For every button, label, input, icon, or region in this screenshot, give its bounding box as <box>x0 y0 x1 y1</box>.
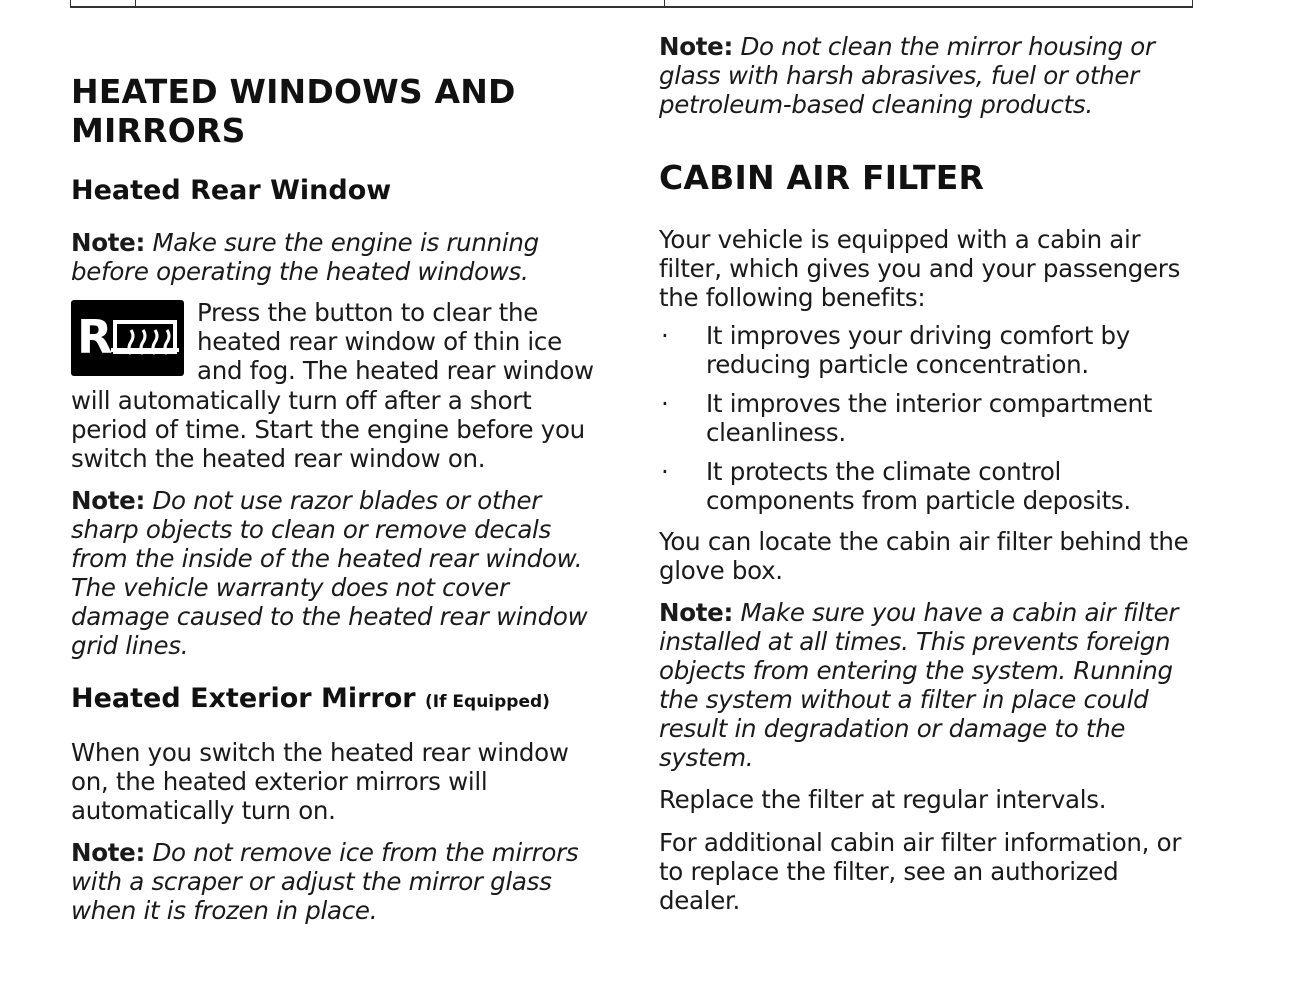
section-title-heated-windows: HEATED WINDOWS AND MIRRORS <box>71 72 516 150</box>
bullet-dot: · <box>661 389 669 418</box>
table-divider <box>664 0 665 6</box>
top-table-rule <box>70 0 1193 8</box>
icon-letter: R <box>77 310 113 364</box>
list-item <box>659 321 1199 379</box>
replace-filter-paragraph: Replace the filter at regular intervals. <box>659 785 1107 814</box>
section-title-cabin-air-filter: CABIN AIR FILTER <box>659 158 985 197</box>
note-remove-ice <box>71 838 611 925</box>
locate-filter-paragraph: You can locate the cabin air filter behind the glove box. <box>659 527 1189 585</box>
note-text: Do not use razor blades or other sharp objects to clean or remove decals from the inside of the heated rear window. The vehicle warranty does not cover damage caused to the heated rear window grid lines. <box>71 486 588 660</box>
note-text: Do not clean the mirror housing or glass with harsh abrasives, fuel or other petroleum-based cleaning products. <box>659 32 1155 119</box>
list-item-text: It improves the interior compartment cleanliness. <box>706 389 1153 447</box>
list-item <box>659 457 1199 515</box>
rear-window-paragraph-part1: Press the button to clear the heated rear window of thin ice and fog. The heated rear window <box>197 298 594 385</box>
table-divider <box>70 0 71 6</box>
note-razor-blades <box>71 486 611 660</box>
note-label: Note: <box>71 486 145 515</box>
bullet-dot: · <box>661 321 669 350</box>
note-engine-running <box>71 228 611 286</box>
table-divider <box>1192 0 1193 6</box>
cabin-filter-intro: Your vehicle is equipped with a cabin air filter, which gives you and your passengers the following benefits: <box>659 225 1181 312</box>
benefits-list <box>659 321 1199 525</box>
note-label: Note: <box>659 32 733 61</box>
note-filter-installed <box>659 598 1199 772</box>
rear-window-defroster-glyph <box>71 300 184 376</box>
note-mirror-housing <box>659 32 1199 119</box>
table-divider <box>135 0 136 6</box>
note-label: Note: <box>71 838 145 867</box>
heading-suffix: (If Equipped) <box>425 692 550 712</box>
bullet-dot: · <box>661 457 669 486</box>
list-item-text: It protects the climate control components from particle deposits. <box>706 457 1131 515</box>
note-text: Make sure the engine is running before operating the heated windows. <box>71 228 539 286</box>
note-label: Note: <box>71 228 145 257</box>
additional-info-paragraph: For additional cabin air filter information, or to replace the filter, see an authorized dealer. <box>659 828 1182 915</box>
list-item-text: It improves your driving comfort by reducing particle concentration. <box>706 321 1130 379</box>
note-label: Note: <box>659 598 733 627</box>
heading-heated-exterior-mirror <box>71 683 631 718</box>
heading-heated-rear-window: Heated Rear Window <box>71 175 392 206</box>
rear-window-defroster-icon <box>71 300 184 376</box>
heading-text: Heated Exterior Mirror <box>71 683 416 714</box>
rear-window-paragraph-part2: will automatically turn off after a short period of time. Start the engine before you switch the heated rear window on. <box>71 386 585 473</box>
list-item <box>659 389 1199 447</box>
note-text: Do not remove ice from the mirrors with a scraper or adjust the mirror glass when it is frozen in place. <box>71 838 579 925</box>
exterior-mirror-paragraph: When you switch the heated rear window on, the heated exterior mirrors will automatically turn on. <box>71 738 569 825</box>
note-text: Make sure you have a cabin air filter installed at all times. This prevents foreign objects from entering the system. Running the system without a filter in place could result in degradation or damage to the system. <box>659 598 1179 772</box>
